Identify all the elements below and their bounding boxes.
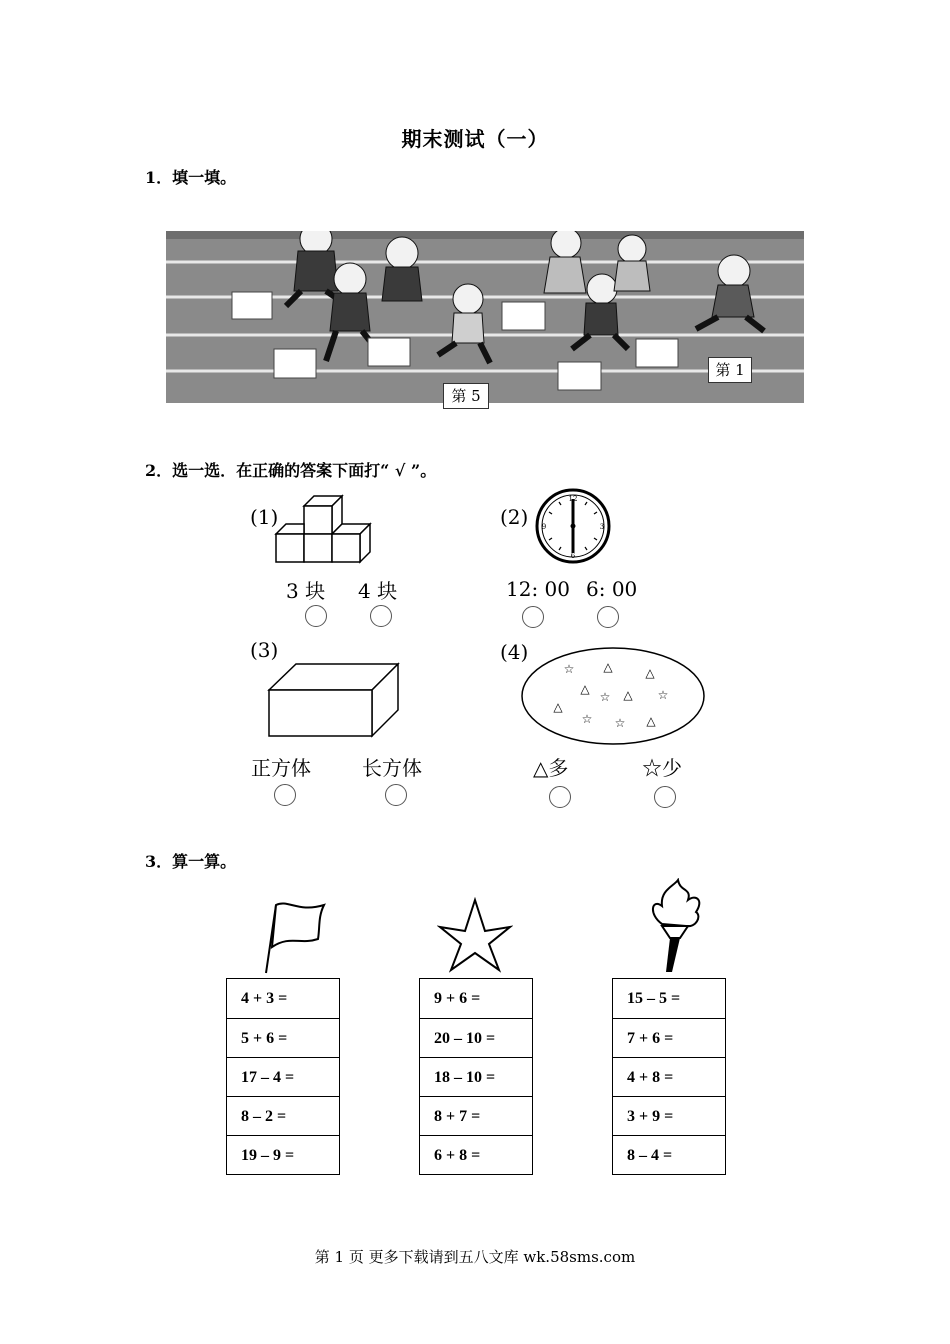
end-position-tag: 第 1: [708, 357, 752, 383]
calc-column-star: [419, 978, 533, 1175]
triangle-shape: △: [580, 682, 590, 696]
clock-number-3: 3: [599, 523, 605, 531]
calc-row: 9 + 6 =: [434, 990, 481, 1007]
option-cube: 正方体: [251, 756, 311, 780]
option-4-blocks: 4 块: [358, 579, 398, 603]
option-6-00: 6: 00: [586, 577, 638, 601]
part-4-number: (4): [500, 640, 529, 664]
answer-circle-6-00[interactable]: [597, 606, 619, 628]
cuboid-figure: [266, 660, 404, 740]
torch-icon: [640, 878, 710, 974]
option-stars-fewer: ☆少: [642, 756, 682, 780]
star-icon: [437, 897, 513, 973]
part-2-number: (2): [500, 505, 529, 529]
star-shape: ☆: [657, 688, 669, 702]
option-12-00: 12: 00: [506, 577, 570, 601]
calc-row: 6 + 8 =: [420, 1135, 532, 1174]
clock-number-9: 9: [541, 523, 547, 531]
clock-figure: [534, 487, 612, 565]
cube-stack-figure: [270, 488, 382, 568]
calc-row: 4 + 8 =: [613, 1057, 725, 1096]
page-footer: 第 1 页 更多下载请到五八文库 wk.58sms.com: [314, 1248, 636, 1266]
triangle-shape: △: [603, 660, 613, 674]
calc-row: 8 + 7 =: [420, 1096, 532, 1135]
calc-column-flag: [226, 978, 340, 1175]
shapes-ellipse-figure: [520, 645, 706, 747]
question-3-label: 3．算一算。: [145, 852, 237, 871]
answer-circle-12-00[interactable]: [522, 606, 544, 628]
calc-row: 8 – 2 =: [227, 1096, 339, 1135]
question-1-label: 1．填一填。: [145, 168, 237, 187]
calc-row: 20 – 10 =: [420, 1018, 532, 1057]
calc-row: 8 – 4 =: [613, 1135, 725, 1174]
triangle-shape: △: [645, 666, 655, 680]
calc-column-torch: [612, 978, 726, 1175]
triangle-shape: △: [553, 700, 563, 714]
start-position-tag: 第 5: [443, 383, 489, 409]
calc-row: 17 – 4 =: [227, 1057, 339, 1096]
part-3-number: (3): [250, 638, 279, 662]
part-1-number: (1): [250, 505, 279, 529]
answer-circle-cuboid[interactable]: [385, 784, 407, 806]
triangle-shape: △: [646, 714, 656, 728]
calc-row: 7 + 6 =: [613, 1018, 725, 1057]
calc-row: 15 – 5 =: [627, 990, 681, 1007]
calc-row: 3 + 9 =: [613, 1096, 725, 1135]
option-3-blocks: 3 块: [286, 579, 326, 603]
answer-circle-4-blocks[interactable]: [370, 605, 392, 627]
option-triangles-more: △多: [533, 756, 569, 780]
clock-number-6: 6: [570, 552, 576, 560]
answer-circle-triangles-more[interactable]: [549, 786, 571, 808]
calc-row: 18 – 10 =: [420, 1057, 532, 1096]
star-shape: ☆: [614, 716, 626, 730]
calc-row: 5 + 6 =: [227, 1018, 339, 1057]
answer-circle-cube[interactable]: [274, 784, 296, 806]
triangle-shape: △: [623, 688, 633, 702]
calc-row: 4 + 3 =: [241, 990, 288, 1007]
question-2-label: 2．选一选．在正确的答案下面打“ √ ”。: [145, 461, 437, 480]
option-cuboid: 长方体: [362, 756, 422, 780]
star-shape: ☆: [581, 712, 593, 726]
clock-number-12: 12: [568, 495, 578, 503]
flag-icon: [258, 897, 330, 977]
page-title: 期末测试（一）: [401, 127, 549, 151]
star-shape: ☆: [563, 662, 575, 676]
answer-circle-3-blocks[interactable]: [305, 605, 327, 627]
star-shape: ☆: [599, 690, 611, 704]
calc-row: 19 – 9 =: [227, 1135, 339, 1174]
answer-circle-stars-fewer[interactable]: [654, 786, 676, 808]
